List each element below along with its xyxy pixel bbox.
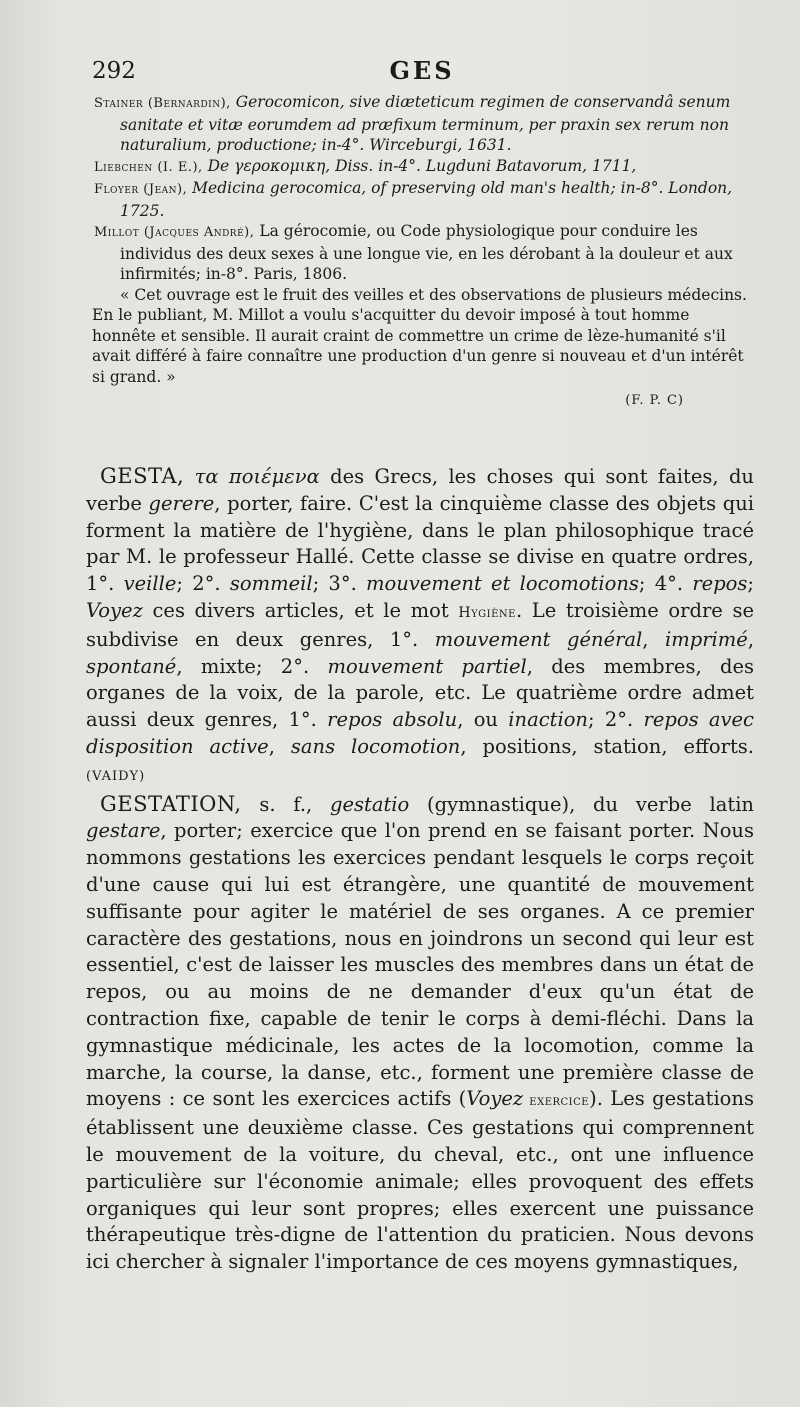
gestation-article: [86, 791, 754, 1276]
bibliography-entry: [92, 92, 754, 156]
italic-term: gerere: [148, 491, 215, 515]
gestation-headword: GESTATION,: [100, 791, 242, 816]
italic-term: gestatio: [329, 792, 410, 816]
italic-term: imprimé: [665, 627, 748, 651]
entry-author: Liebchen (I. E.),: [94, 159, 203, 175]
review-quote: « Cet ouvrage est le fruit des veilles et des observations de plusieurs médecins. En le publiant, M. Millot a voulu s'acquitter du devoir imposé à tout homme honnête et sensible. Il aurait craint de commettre un crime de lèze-humanité s'il avait différé à faire connaître une production d'un genre si nouveau et d'un intérêt si grand. »: [92, 285, 747, 386]
bibliography-entry: [92, 221, 754, 285]
text-run: des Grecs, les choses qui sont faites, du verbe: [86, 465, 754, 515]
entry-text: Gerocomicon, sive diæteticum regimen de conservandâ senum sanitate et vitæ eorumdem ad præfixum terminum, per praxin sex rerum non naturalium, productione; in-4°. Wirceburgi, 1631.: [120, 93, 731, 154]
text-run: s. f.,: [241, 792, 330, 816]
italic-term: sommeil: [229, 572, 313, 596]
main-text: [86, 463, 754, 1276]
page-number: 292: [92, 58, 136, 84]
italic-term: mouvement général: [434, 627, 643, 651]
text-run: , porter, faire. C'est la cinquième classe des objets qui forment la matière de l'hygiène, dans le plan philosophique tracé par M. le professeur Hallé. Cette classe se divise en quatre ordres, 1°.: [86, 491, 755, 596]
text-run: ). Les gestations établissent une deuxième classe. Ces gestations qui comprennent le mouvement de la voiture, du cheval, etc., ont une influence particulière sur l'économie animale; elles provoquent des effets organiques qui leur sont propres; elles exercent une puissance thérapeutique très-digne de l'attention du praticien. Nous devons ici chercher à signaler l'importance de ces moyens gymnastiques,: [86, 1087, 754, 1274]
text-run: ,: [747, 627, 755, 651]
entry-text: Medicina gerocomica, of preserving old man's health; in-8°. London, 1725.: [120, 179, 733, 220]
entry-text: La gérocomie, ou Code physiologique pour conduire les individus des deux sexes à une longue vie, en les dérobant à la douleur et aux infirmités; in-8°. Paris, 1806.: [120, 222, 733, 283]
text-run: . Le troisième ordre se subdivise en deux genres, 1°.: [86, 598, 754, 651]
text-run: ; 2°.: [176, 572, 230, 596]
italic-term: mouvement partiel: [327, 654, 527, 678]
italic-term: sans locomotion: [290, 734, 461, 758]
italic-term: veille: [123, 572, 177, 596]
italic-term: spontané: [86, 654, 177, 678]
italic-term: gestare: [86, 819, 161, 843]
text-run: (gymnastique), du verbe latin: [409, 792, 754, 816]
text-run: ,: [268, 734, 291, 758]
gesta-article: [86, 463, 754, 791]
italic-term: mouvement et locomotions: [366, 572, 639, 596]
running-head: GES: [389, 56, 455, 85]
cross-reference: Hygiène: [458, 604, 516, 621]
italic-term: repos avec disposition active: [86, 708, 754, 758]
text-run: ,: [642, 627, 665, 651]
entry-author: Millot (Jacques André),: [94, 225, 255, 240]
text-run: , mixte; 2°.: [176, 654, 328, 678]
text-run: ; 3°.: [312, 572, 367, 596]
text-run: ces divers articles, et le mot: [142, 598, 459, 622]
cross-reference: exercice: [523, 1093, 590, 1110]
page-header: [92, 58, 752, 88]
text-run: , porter; exercice que l'on prend en se faisant porter. Nous nommons gestations les exercices pendant lesquels le corps reçoit d'une cause qui lui est étrangère, une quantité de mouvement suffisante pour agiter le matériel de ses organes. A ce premier caractère des gestations, nous en joindrons un second qui leur est essentiel, c'est de laisser les muscles des membres dans un état de repos, ou au moins de ne demander d'eux qu'un état de contraction fixe, capable de tenir le corps à demi-fléchi. Dans la gymnastique médicinale, les actes de la locomotion, comme la marche, la course, la danse, etc., forment une première classe de moyens : ce sont les exercices actifs (: [86, 819, 754, 1111]
italic-term: repos absolu: [327, 708, 458, 732]
italic-term: Voyez: [466, 1087, 524, 1111]
bibliography-entry: [92, 178, 754, 221]
quote-signature: (F. P. C): [625, 393, 684, 408]
text-run: ;: [747, 572, 754, 596]
text-run: , des membres, des organes de la voix, de la parole, etc. Le quatrième ordre admet aussi deux genres, 1°.: [86, 654, 754, 732]
gesta-headword: GESTA,: [100, 464, 185, 488]
text-run: ; 4°.: [638, 572, 693, 596]
text-run: , ou: [457, 708, 509, 732]
greek-term: τα ποιέμενα: [194, 465, 320, 488]
italic-term: repos: [692, 572, 748, 596]
text-run: , positions, station, efforts.: [460, 734, 754, 758]
italic-term: Voyez: [86, 598, 143, 622]
text-run: ; 2°.: [588, 708, 644, 732]
bibliography-entry: [92, 156, 754, 179]
italic-term: inaction: [508, 708, 588, 732]
entry-author: Floyer (Jean),: [94, 182, 188, 197]
bibliography-list: [92, 92, 754, 412]
author-signature: (VAIDY): [86, 768, 146, 784]
entry-author: Stainer (Bernardin),: [94, 96, 231, 111]
entry-text: De γεροκομικη, Diss. in-4°. Lugduni Batavorum, 1711,: [207, 156, 637, 175]
